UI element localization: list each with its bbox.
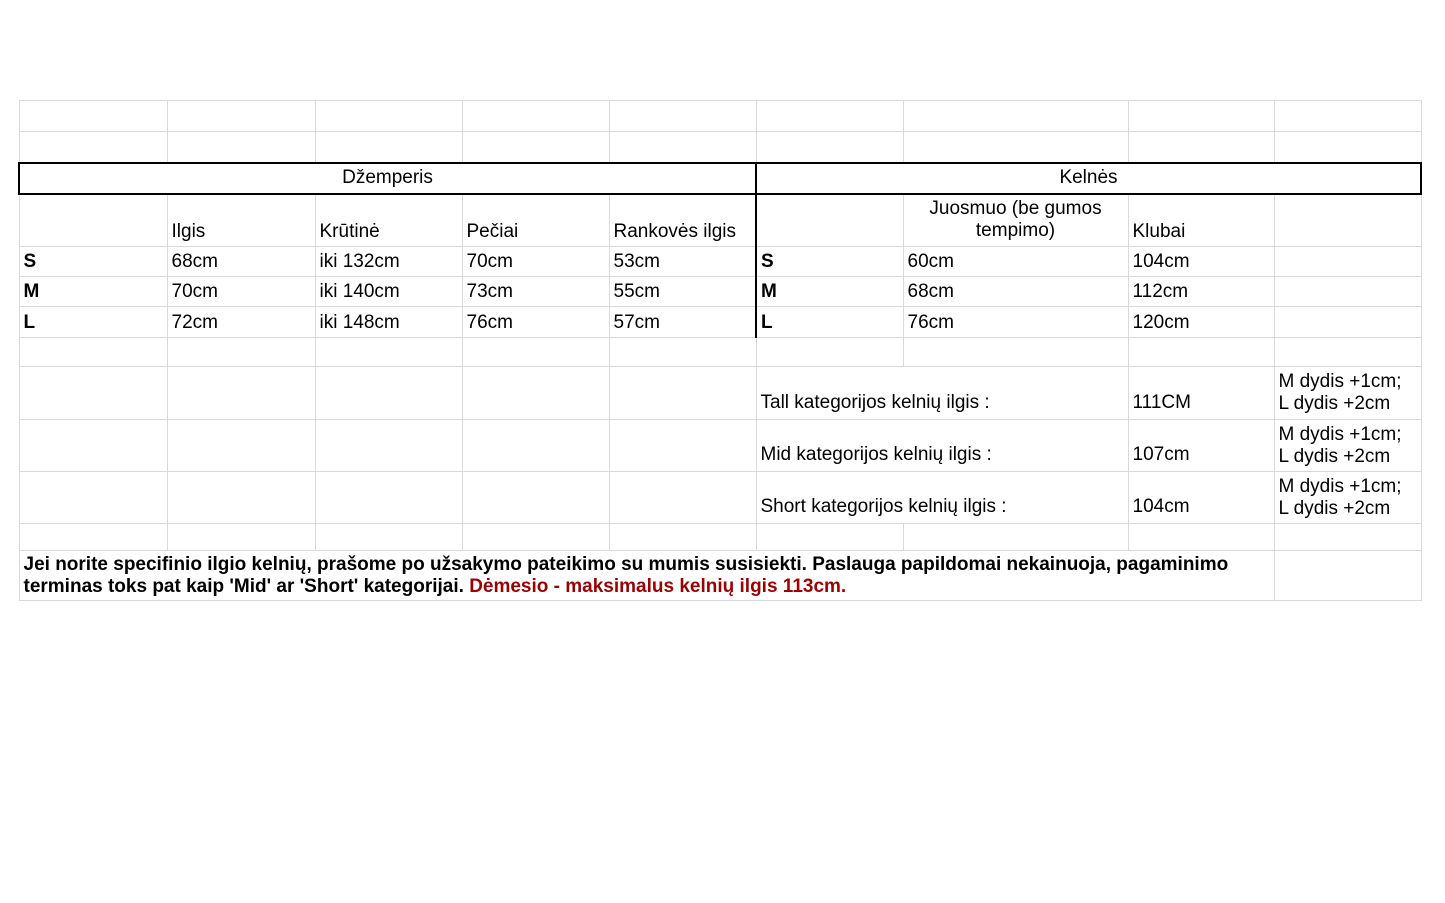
- empty-cell: [167, 338, 315, 367]
- empty-cell: [1128, 524, 1274, 551]
- empty-cell: [1274, 247, 1421, 277]
- measurement-value: 60cm: [903, 247, 1128, 277]
- empty-cell: [315, 132, 462, 163]
- empty-cell: [756, 101, 903, 132]
- length-label: Tall kategorijos kelnių ilgis :: [756, 367, 1128, 420]
- footer-note-text: Jei norite specifinio ilgio kelnių, prašome po užsakymo pateikimo su mumis susisiekti. Paslauga papildomai nekainuoja, pagaminimo terminas toks pat kaip 'Mid' ar 'Short' kategorijai.: [23, 553, 1229, 597]
- section-title-row: [19, 163, 1421, 194]
- empty-cell: [167, 420, 315, 472]
- empty-row: [19, 132, 1421, 163]
- empty-cell: [903, 524, 1128, 551]
- length-note: M dydis +1cm; L dydis +2cm: [1274, 472, 1421, 524]
- size-chart-table: [18, 100, 1422, 601]
- empty-cell: [167, 367, 315, 420]
- empty-cell: [167, 524, 315, 551]
- measurement-value: 68cm: [903, 277, 1128, 307]
- empty-cell: [609, 472, 756, 524]
- measurement-value: iki 132cm: [315, 247, 462, 277]
- empty-cell: [315, 524, 462, 551]
- empty-cell: [19, 524, 167, 551]
- footer-note-row: [19, 551, 1421, 601]
- empty-cell: [903, 132, 1128, 163]
- measurement-value: 57cm: [609, 307, 756, 338]
- empty-cell: [1274, 524, 1421, 551]
- empty-cell: [315, 367, 462, 420]
- length-value: 107cm: [1128, 420, 1274, 472]
- length-value: 104cm: [1128, 472, 1274, 524]
- empty-cell: [19, 194, 167, 247]
- measurement-value: iki 140cm: [315, 277, 462, 307]
- empty-cell: [462, 338, 609, 367]
- empty-cell: [315, 472, 462, 524]
- empty-cell: [1274, 307, 1421, 338]
- empty-cell: [19, 367, 167, 420]
- column-header-row: [19, 194, 1421, 247]
- col-header-klubai: Klubai: [1128, 194, 1274, 247]
- col-header-juosmuo: Juosmuo (be gumos tempimo): [903, 194, 1128, 247]
- empty-cell: [609, 524, 756, 551]
- length-note: M dydis +1cm; L dydis +2cm: [1274, 420, 1421, 472]
- measurement-value: 76cm: [462, 307, 609, 338]
- footer-note-cell: [19, 551, 1274, 601]
- empty-cell: [1128, 132, 1274, 163]
- size-row-s: [19, 247, 1421, 277]
- size-chart-sheet: [18, 100, 1422, 601]
- size-row-l: [19, 307, 1421, 338]
- empty-row: [19, 101, 1421, 132]
- col-header-krutine: Krūtinė: [315, 194, 462, 247]
- empty-row: [19, 524, 1421, 551]
- empty-cell: [167, 132, 315, 163]
- measurement-value: 70cm: [167, 277, 315, 307]
- measurement-value: 104cm: [1128, 247, 1274, 277]
- empty-cell: [19, 472, 167, 524]
- empty-cell: [462, 472, 609, 524]
- empty-cell: [609, 338, 756, 367]
- measurement-value: 112cm: [1128, 277, 1274, 307]
- empty-cell: [609, 367, 756, 420]
- empty-cell: [1274, 194, 1421, 247]
- col-header-rankoves-ilgis: Rankovės ilgis: [609, 194, 756, 247]
- empty-cell: [1274, 338, 1421, 367]
- measurement-value: 70cm: [462, 247, 609, 277]
- length-label: Short kategorijos kelnių ilgis :: [756, 472, 1128, 524]
- col-header-ilgis: Ilgis: [167, 194, 315, 247]
- empty-cell: [19, 101, 167, 132]
- length-label: Mid kategorijos kelnių ilgis :: [756, 420, 1128, 472]
- empty-cell: [1274, 551, 1421, 601]
- empty-cell: [609, 420, 756, 472]
- empty-row: [19, 338, 1421, 367]
- measurement-value: 120cm: [1128, 307, 1274, 338]
- empty-cell: [462, 524, 609, 551]
- empty-cell: [756, 194, 903, 247]
- empty-cell: [315, 101, 462, 132]
- length-row-short: [19, 472, 1421, 524]
- length-value: 111CM: [1128, 367, 1274, 420]
- empty-cell: [462, 132, 609, 163]
- footer-note-warning: Dėmesio - maksimalus kelnių ilgis 113cm.: [469, 575, 847, 597]
- empty-cell: [19, 132, 167, 163]
- col-header-peciai: Pečiai: [462, 194, 609, 247]
- size-label: L: [19, 307, 167, 338]
- empty-cell: [1274, 101, 1421, 132]
- length-row-tall: [19, 367, 1421, 420]
- measurement-value: 68cm: [167, 247, 315, 277]
- empty-cell: [1274, 277, 1421, 307]
- size-label: S: [19, 247, 167, 277]
- empty-cell: [903, 101, 1128, 132]
- section-title-kelnes: Kelnės: [756, 163, 1421, 194]
- empty-cell: [19, 338, 167, 367]
- empty-cell: [19, 420, 167, 472]
- empty-cell: [903, 338, 1128, 367]
- empty-cell: [756, 338, 903, 367]
- empty-cell: [462, 367, 609, 420]
- measurement-value: 76cm: [903, 307, 1128, 338]
- empty-cell: [167, 472, 315, 524]
- empty-cell: [609, 101, 756, 132]
- empty-cell: [462, 101, 609, 132]
- size-row-m: [19, 277, 1421, 307]
- size-label: M: [756, 277, 903, 307]
- empty-cell: [462, 420, 609, 472]
- measurement-value: 53cm: [609, 247, 756, 277]
- empty-cell: [609, 132, 756, 163]
- measurement-value: 55cm: [609, 277, 756, 307]
- section-title-dzemperis: Džemperis: [19, 163, 756, 194]
- empty-cell: [1128, 338, 1274, 367]
- length-row-mid: [19, 420, 1421, 472]
- footer-note: [24, 554, 1264, 598]
- empty-cell: [1274, 132, 1421, 163]
- empty-cell: [315, 338, 462, 367]
- size-label: M: [19, 277, 167, 307]
- empty-cell: [756, 132, 903, 163]
- empty-cell: [315, 420, 462, 472]
- empty-cell: [167, 101, 315, 132]
- measurement-value: 72cm: [167, 307, 315, 338]
- measurement-value: 73cm: [462, 277, 609, 307]
- empty-cell: [1128, 101, 1274, 132]
- length-note: M dydis +1cm; L dydis +2cm: [1274, 367, 1421, 420]
- measurement-value: iki 148cm: [315, 307, 462, 338]
- size-label: L: [756, 307, 903, 338]
- size-label: S: [756, 247, 903, 277]
- empty-cell: [756, 524, 903, 551]
